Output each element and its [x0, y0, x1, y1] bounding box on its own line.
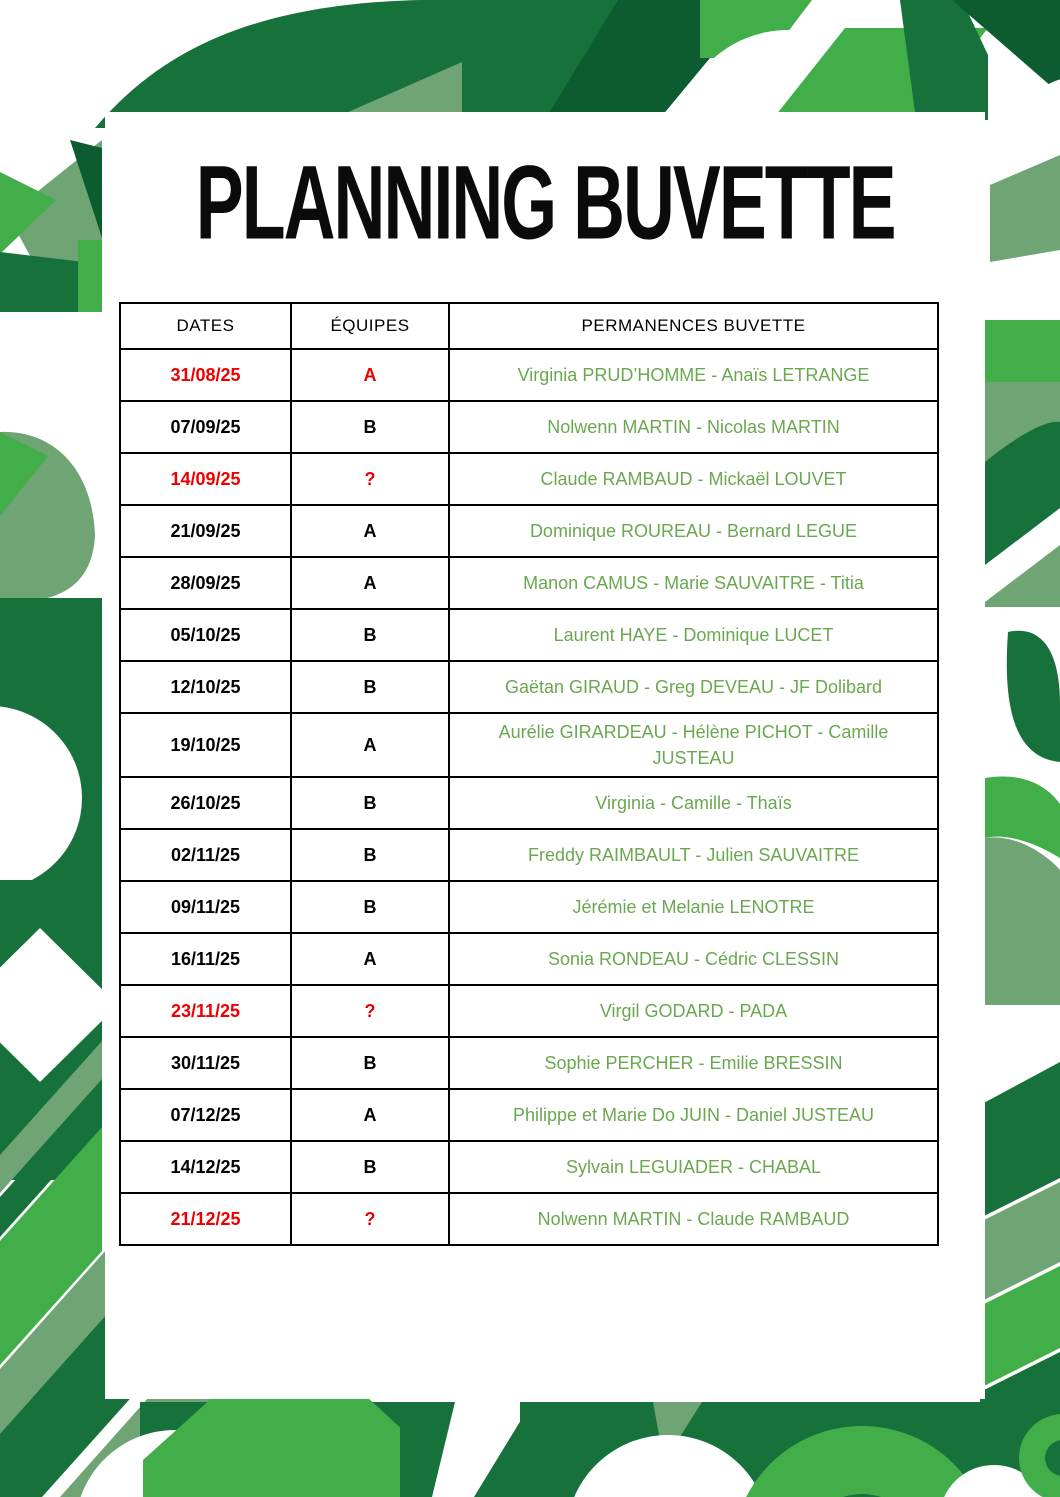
col-header-permanences: PERMANENCES BUVETTE	[449, 303, 938, 349]
date-cell: 26/10/25	[120, 777, 291, 829]
team-cell: B	[291, 829, 449, 881]
table-row	[120, 933, 938, 985]
date-cell: 31/08/25	[120, 349, 291, 401]
date-cell: 09/11/25	[120, 881, 291, 933]
date-cell: 23/11/25	[120, 985, 291, 1037]
names-cell: Sophie PERCHER - Emilie BRESSIN	[449, 1037, 938, 1089]
names-cell: Manon CAMUS - Marie SAUVAITRE - Titia	[449, 557, 938, 609]
team-cell: B	[291, 401, 449, 453]
date-cell: 12/10/25	[120, 661, 291, 713]
table-row	[120, 777, 938, 829]
date-cell: 19/10/25	[120, 713, 291, 777]
date-cell: 02/11/25	[120, 829, 291, 881]
names-cell: Laurent HAYE - Dominique LUCET	[449, 609, 938, 661]
date-cell: 21/12/25	[120, 1193, 291, 1245]
date-cell: 28/09/25	[120, 557, 291, 609]
team-cell: B	[291, 881, 449, 933]
table-row	[120, 349, 938, 401]
table-row	[120, 401, 938, 453]
date-cell: 05/10/25	[120, 609, 291, 661]
table-row	[120, 1141, 938, 1193]
table-row	[120, 829, 938, 881]
col-header-dates: DATES	[120, 303, 291, 349]
table-row	[120, 661, 938, 713]
team-cell: A	[291, 505, 449, 557]
names-cell: Gaëtan GIRAUD - Greg DEVEAU - JF Dolibard	[449, 661, 938, 713]
team-cell: A	[291, 349, 449, 401]
names-cell: Virgil GODARD - PADA	[449, 985, 938, 1037]
names-cell: Virginia PRUD’HOMME - Anaïs LETRANGE	[449, 349, 938, 401]
names-cell: Nolwenn MARTIN - Nicolas MARTIN	[449, 401, 938, 453]
table-row	[120, 1037, 938, 1089]
date-cell: 07/09/25	[120, 401, 291, 453]
names-cell: Sylvain LEGUIADER - CHABAL	[449, 1141, 938, 1193]
planning-table	[119, 302, 939, 1246]
team-cell: B	[291, 1037, 449, 1089]
date-cell: 14/12/25	[120, 1141, 291, 1193]
team-cell: ?	[291, 1193, 449, 1245]
names-cell: Nolwenn MARTIN - Claude RAMBAUD	[449, 1193, 938, 1245]
team-cell: A	[291, 933, 449, 985]
team-cell: ?	[291, 453, 449, 505]
date-cell: 07/12/25	[120, 1089, 291, 1141]
table-row	[120, 453, 938, 505]
names-cell: Aurélie GIRARDEAU - Hélène PICHOT - Camille JUSTEAU	[449, 713, 938, 777]
table-row	[120, 557, 938, 609]
names-cell: Dominique ROUREAU - Bernard LEGUE	[449, 505, 938, 557]
names-cell: Sonia RONDEAU - Cédric CLESSIN	[449, 933, 938, 985]
table-body	[120, 349, 938, 1245]
names-cell: Freddy RAIMBAULT - Julien SAUVAITRE	[449, 829, 938, 881]
names-cell: Claude RAMBAUD - Mickaël LOUVET	[449, 453, 938, 505]
team-cell: A	[291, 713, 449, 777]
page-title-text: PLANNING BUVETTE	[195, 143, 895, 262]
team-cell: B	[291, 661, 449, 713]
table-row	[120, 985, 938, 1037]
date-cell: 16/11/25	[120, 933, 291, 985]
table-header-row	[120, 303, 938, 349]
date-cell: 14/09/25	[120, 453, 291, 505]
col-header-equipes: ÉQUIPES	[291, 303, 449, 349]
table-row	[120, 881, 938, 933]
page-title	[105, 143, 985, 262]
date-cell: 21/09/25	[120, 505, 291, 557]
team-cell: A	[291, 1089, 449, 1141]
team-cell: B	[291, 777, 449, 829]
names-cell: Jérémie et Melanie LENOTRE	[449, 881, 938, 933]
team-cell: B	[291, 609, 449, 661]
table-row	[120, 609, 938, 661]
table-row	[120, 713, 938, 777]
names-cell: Philippe et Marie Do JUIN - Daniel JUSTEAU	[449, 1089, 938, 1141]
table-row	[120, 1193, 938, 1245]
table-row	[120, 505, 938, 557]
team-cell: ?	[291, 985, 449, 1037]
names-cell: Virginia - Camille - Thaïs	[449, 777, 938, 829]
team-cell: A	[291, 557, 449, 609]
table-row	[120, 1089, 938, 1141]
team-cell: B	[291, 1141, 449, 1193]
date-cell: 30/11/25	[120, 1037, 291, 1089]
